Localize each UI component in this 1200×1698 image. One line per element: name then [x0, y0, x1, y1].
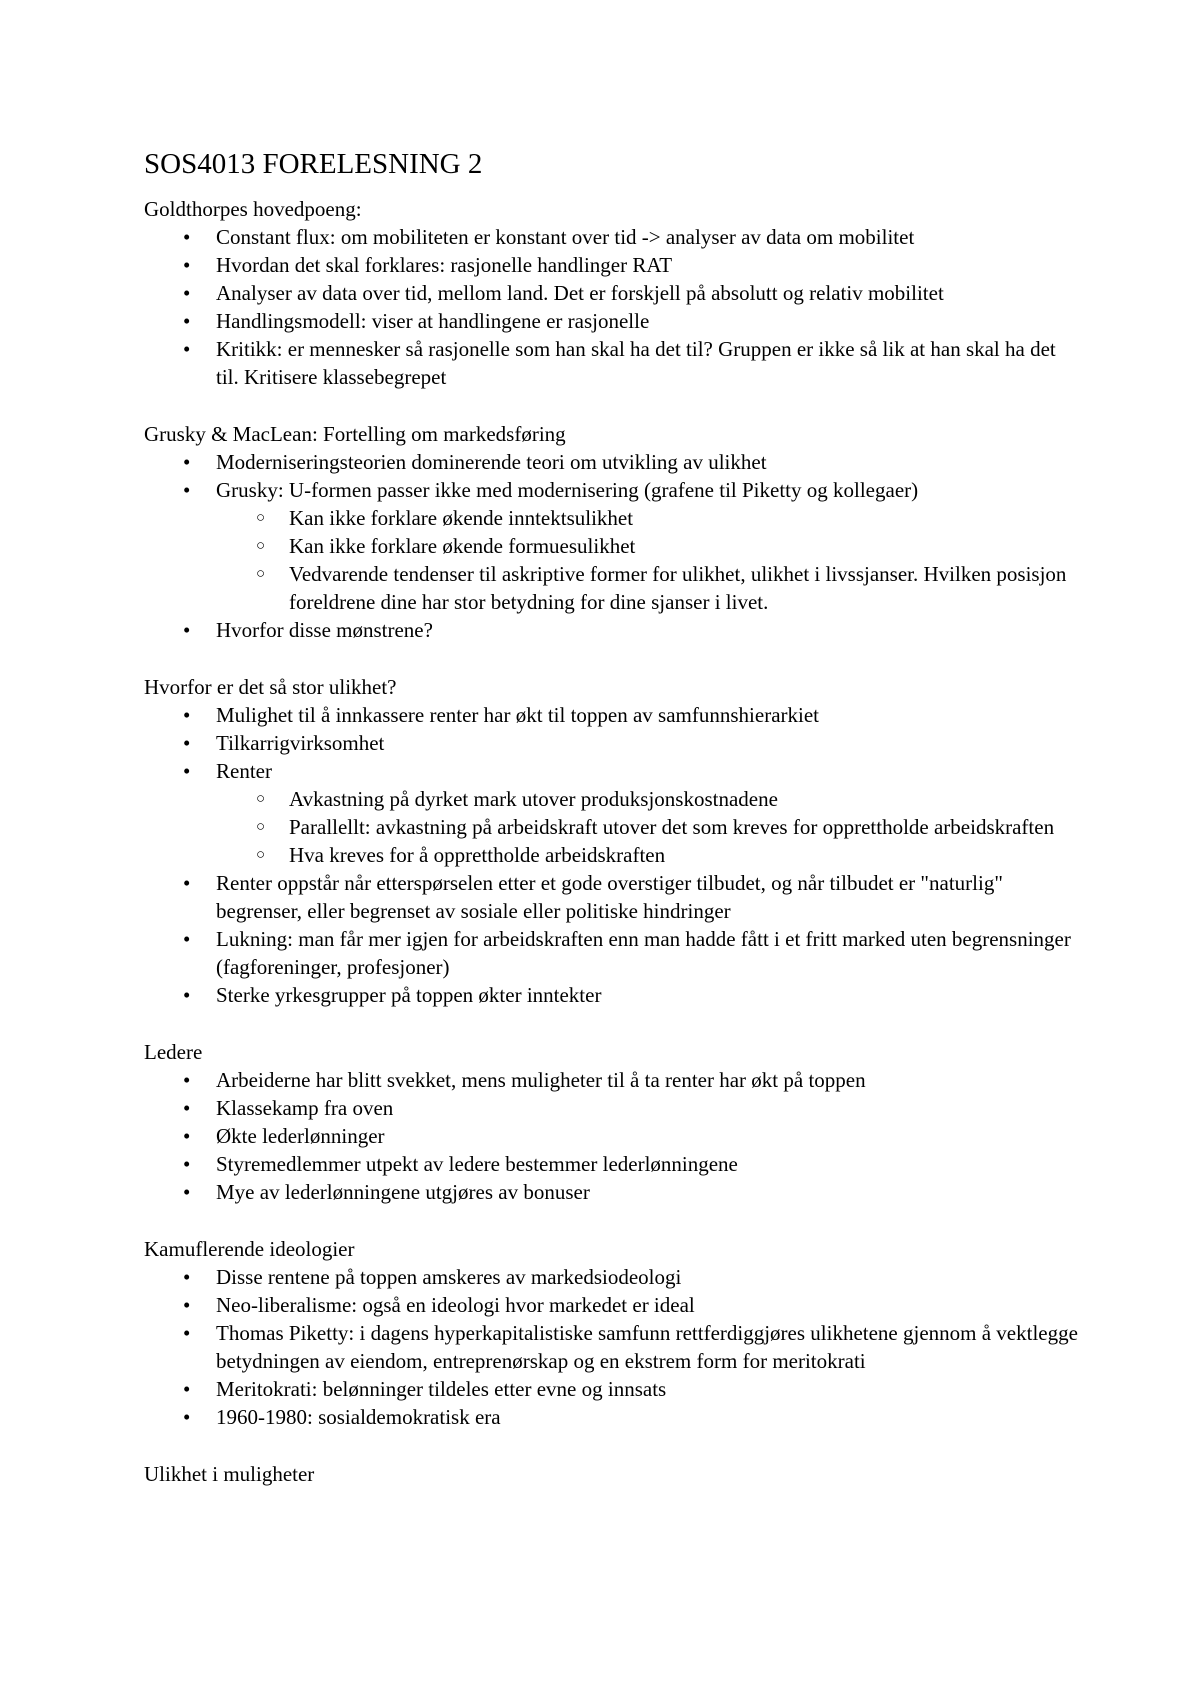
list-item [183, 335, 1080, 391]
section [144, 673, 1080, 1009]
section [144, 195, 1080, 391]
bullet-list [144, 1066, 1080, 1206]
list-item [183, 1319, 1080, 1375]
list-item [183, 1122, 1080, 1150]
list-item [183, 307, 1080, 335]
section-heading: Kamuflerende ideologier [144, 1237, 355, 1261]
circle-bullet-icon: ○ [256, 791, 266, 807]
section-heading: Hvorfor er det så stor ulikhet? [144, 675, 397, 699]
bullet-icon: • [183, 1152, 191, 1176]
list-item-text: Mye av lederlønningene utgjøres av bonuser [216, 1180, 590, 1204]
list-item-text: Økte lederlønninger [216, 1124, 385, 1148]
list-item-text: Kritikk: er mennesker så rasjonelle som han skal ha det til? Gruppen er ikke så lik at han skal ha det til. Kritisere klassebegrepet [216, 337, 1056, 389]
sub-list-item [256, 560, 1080, 616]
list-item-text: Renter oppstår når etterspørselen etter et gode overstiger tilbudet, og når tilbudet er "naturlig" begrenser, eller begrenset av sosiale eller politiske hindringer [216, 871, 1003, 923]
bullet-icon: • [183, 983, 191, 1007]
bullet-icon: • [183, 759, 191, 783]
bullet-icon: • [183, 1321, 191, 1345]
list-item [183, 981, 1080, 1009]
bullet-icon: • [183, 927, 191, 951]
sub-list-item [256, 841, 1080, 869]
list-item [183, 1291, 1080, 1319]
list-item [183, 251, 1080, 279]
circle-bullet-icon: ○ [256, 566, 266, 582]
list-item [183, 757, 1080, 869]
sub-list-item-text: Hva kreves for å opprettholde arbeidskraften [289, 843, 666, 867]
sub-list-item [256, 785, 1080, 813]
sub-bullet-list [216, 504, 1080, 616]
bullet-icon: • [183, 309, 191, 333]
bullet-icon: • [183, 281, 191, 305]
sub-list-item-text: Avkastning på dyrket mark utover produksjonskostnadene [289, 787, 778, 811]
bullet-icon: • [183, 1180, 191, 1204]
list-item [183, 476, 1080, 616]
bullet-icon: • [183, 618, 191, 642]
bullet-list [144, 1263, 1080, 1431]
list-item-text: Neo-liberalisme: også en ideologi hvor markedet er ideal [216, 1293, 695, 1317]
list-item-text: Meritokrati: belønninger tildeles etter evne og innsats [216, 1377, 667, 1401]
list-item-text: Mulighet til å innkassere renter har økt til toppen av samfunnshierarkiet [216, 703, 819, 727]
list-item [183, 1375, 1080, 1403]
list-item-text: Constant flux: om mobiliteten er konstant over tid -> analyser av data om mobilitet [216, 225, 915, 249]
sub-list-item [256, 504, 1080, 532]
circle-bullet-icon: ○ [256, 510, 266, 526]
list-item-text: Hvorfor disse mønstrene? [216, 618, 433, 642]
list-item [183, 1094, 1080, 1122]
bullet-icon: • [183, 337, 191, 361]
bullet-icon: • [183, 1124, 191, 1148]
list-item [183, 616, 1080, 644]
sub-list-item [256, 532, 1080, 560]
bullet-icon: • [183, 731, 191, 755]
sub-list-item-text: Vedvarende tendenser til askriptive former for ulikhet, ulikhet i livssjanser. Hvilken posisjon foreldrene dine har stor betydning for dine sjanser i livet. [289, 562, 1067, 614]
list-item [183, 1178, 1080, 1206]
list-item [183, 1066, 1080, 1094]
list-item-text: Grusky: U-formen passer ikke med modernisering (grafene til Piketty og kollegaer) [216, 478, 919, 502]
list-item-text: Tilkarrigvirksomhet [216, 731, 385, 755]
list-item [183, 1403, 1080, 1431]
circle-bullet-icon: ○ [256, 819, 266, 835]
bullet-icon: • [183, 1405, 191, 1429]
page-title: SOS4013 FORELESNING 2 [144, 148, 483, 180]
circle-bullet-icon: ○ [256, 538, 266, 554]
list-item [183, 701, 1080, 729]
section-heading: Ledere [144, 1040, 203, 1064]
list-item-text: Handlingsmodell: viser at handlingene er rasjonelle [216, 309, 650, 333]
list-item [183, 925, 1080, 981]
bullet-list [144, 223, 1080, 391]
list-item [183, 223, 1080, 251]
list-item [183, 1150, 1080, 1178]
list-item [183, 869, 1080, 925]
section [144, 1038, 1080, 1206]
bullet-icon: • [183, 1377, 191, 1401]
list-item-text: Klassekamp fra oven [216, 1096, 394, 1120]
section-heading: Grusky & MacLean: Fortelling om markedsføring [144, 422, 566, 446]
sub-list-item-text: Kan ikke forklare økende formuesulikhet [289, 534, 636, 558]
bullet-icon: • [183, 1068, 191, 1092]
bullet-icon: • [183, 253, 191, 277]
section-heading: Goldthorpes hovedpoeng: [144, 197, 362, 221]
bullet-icon: • [183, 871, 191, 895]
list-item [183, 1263, 1080, 1291]
list-item-text: Sterke yrkesgrupper på toppen økter inntekter [216, 983, 602, 1007]
bullet-icon: • [183, 1293, 191, 1317]
section [144, 1460, 1080, 1488]
bullet-icon: • [183, 1096, 191, 1120]
list-item-text: Styremedlemmer utpekt av ledere bestemmer lederlønningene [216, 1152, 738, 1176]
sub-list-item-text: Parallellt: avkastning på arbeidskraft utover det som kreves for opprettholde arbeidskraften [289, 815, 1055, 839]
section [144, 1235, 1080, 1431]
bullet-icon: • [183, 478, 191, 502]
list-item-text: Arbeiderne har blitt svekket, mens muligheter til å ta renter har økt på toppen [216, 1068, 866, 1092]
bullet-icon: • [183, 703, 191, 727]
list-item-text: Lukning: man får mer igjen for arbeidskraften enn man hadde fått i et fritt marked uten begrensninger (fagforeninger, profesjoner) [216, 927, 1071, 979]
bullet-icon: • [183, 450, 191, 474]
list-item-text: Hvordan det skal forklares: rasjonelle handlinger RAT [216, 253, 673, 277]
list-item-text: Moderniseringsteorien dominerende teori om utvikling av ulikhet [216, 450, 767, 474]
document-body [144, 195, 1080, 1488]
list-item-text: Renter [216, 759, 272, 783]
bullet-icon: • [183, 225, 191, 249]
list-item-text: Analyser av data over tid, mellom land. Det er forskjell på absolutt og relativ mobilitet [216, 281, 944, 305]
section-heading: Ulikhet i muligheter [144, 1462, 315, 1486]
list-item-text: 1960-1980: sosialdemokratisk era [216, 1405, 501, 1429]
section [144, 420, 1080, 644]
list-item [183, 729, 1080, 757]
sub-list-item [256, 813, 1080, 841]
bullet-list [144, 448, 1080, 644]
sub-bullet-list [216, 785, 1080, 869]
list-item-text: Thomas Piketty: i dagens hyperkapitalistiske samfunn rettferdiggjøres ulikhetene gjennom å vektlegge betydningen av eiendom, entreprenørskap og en ekstrem form for meritokrati [216, 1321, 1078, 1373]
sub-list-item-text: Kan ikke forklare økende inntektsulikhet [289, 506, 634, 530]
circle-bullet-icon: ○ [256, 847, 266, 863]
list-item [183, 279, 1080, 307]
list-item-text: Disse rentene på toppen amskeres av markedsiodeologi [216, 1265, 682, 1289]
bullet-list [144, 701, 1080, 1009]
bullet-icon: • [183, 1265, 191, 1289]
list-item [183, 448, 1080, 476]
